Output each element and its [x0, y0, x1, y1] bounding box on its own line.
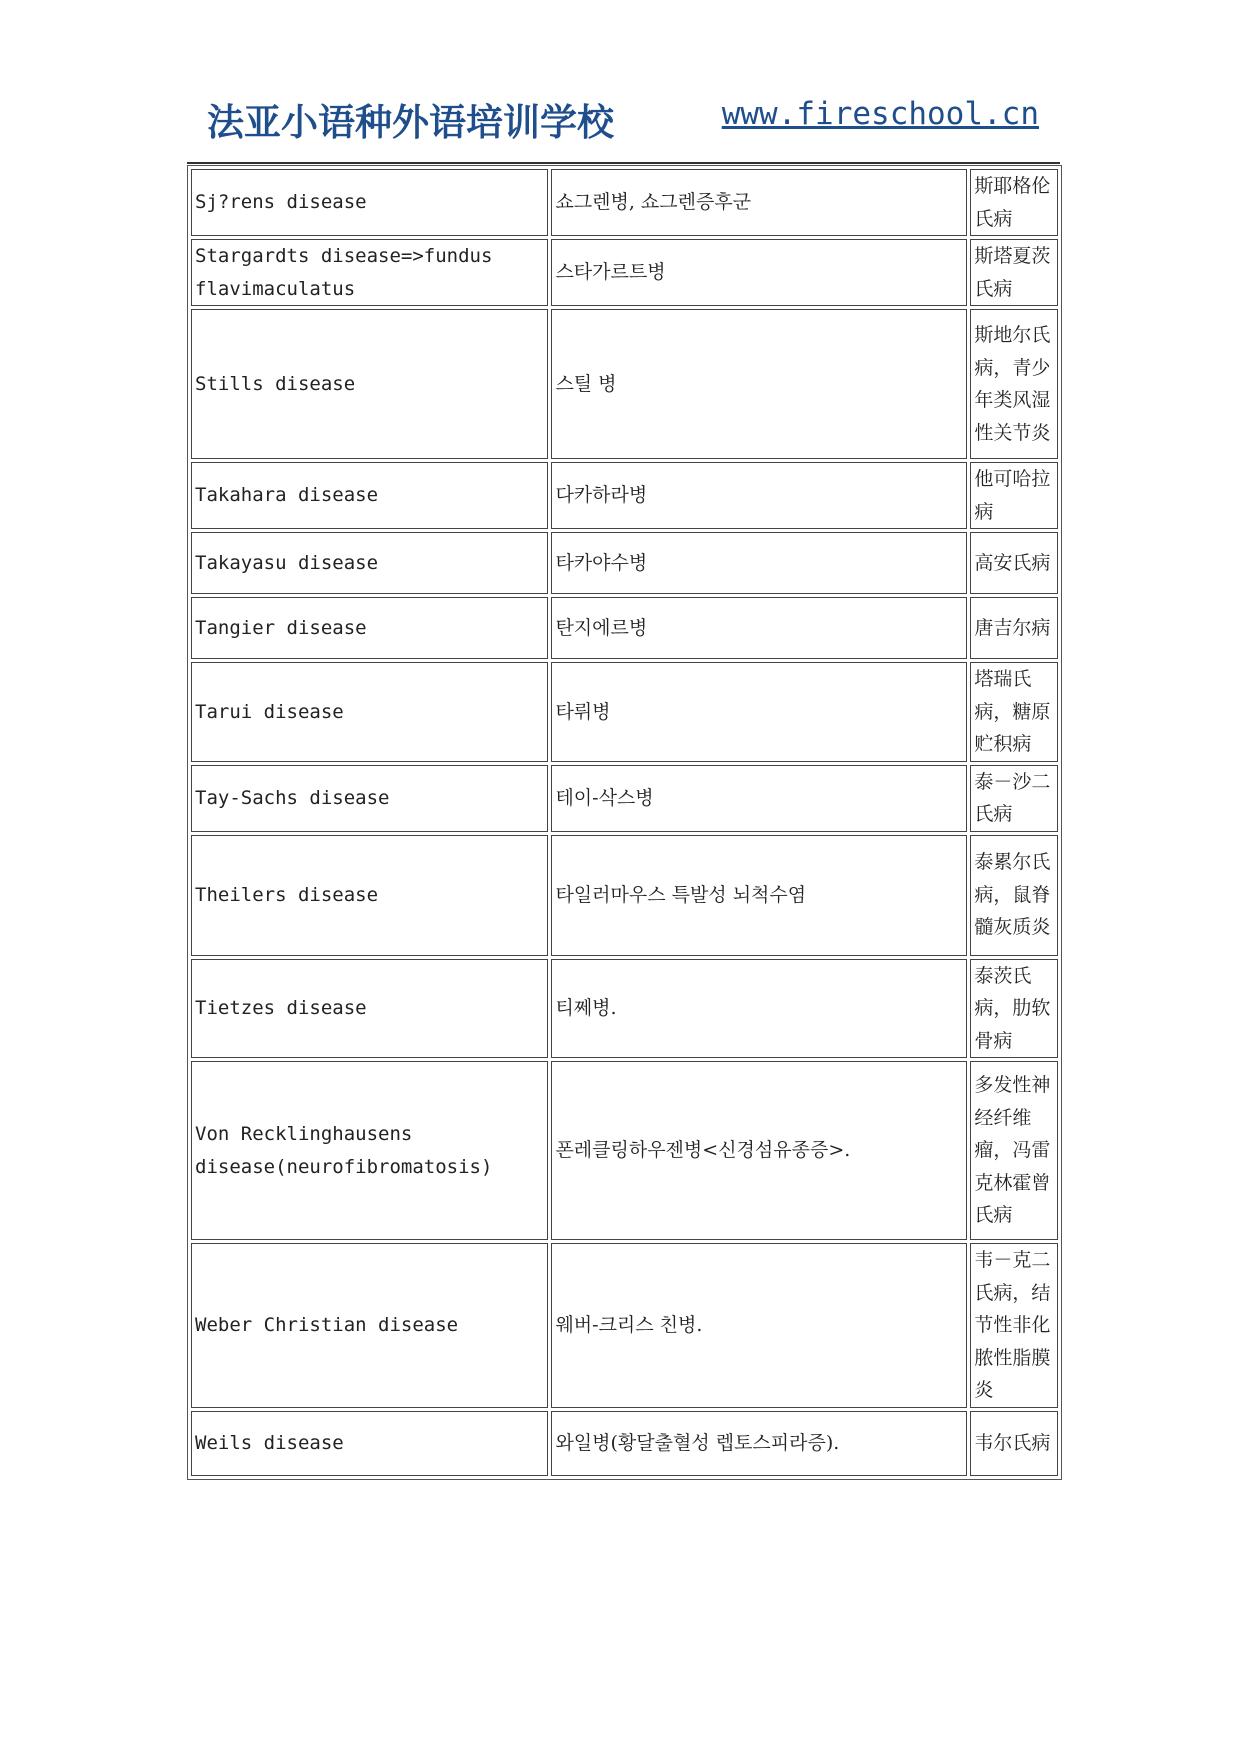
- korean-term: 쇼그렌병, 쇼그렌증후군: [551, 169, 967, 236]
- korean-term: 타뤼병: [551, 662, 967, 762]
- page-header: [207, 86, 1047, 146]
- table-row: [191, 239, 1058, 306]
- english-term: Weber Christian disease: [191, 1243, 548, 1408]
- table-row: [191, 959, 1058, 1059]
- disease-terms-table: [187, 165, 1062, 1480]
- table-row: [191, 1411, 1058, 1476]
- english-term: Von Recklinghausens disease(neurofibromatosis): [191, 1061, 548, 1240]
- chinese-term: 他可哈拉病: [970, 462, 1058, 529]
- korean-term: 타일러마우스 특발성 뇌척수염: [551, 835, 967, 956]
- english-term: Takahara disease: [191, 462, 548, 529]
- table-row: [191, 765, 1058, 832]
- table-row: [191, 309, 1058, 459]
- table-row: [191, 532, 1058, 594]
- chinese-term: 唐吉尔病: [970, 597, 1058, 659]
- table-row: [191, 662, 1058, 762]
- korean-term: 타카야수병: [551, 532, 967, 594]
- table-row: [191, 597, 1058, 659]
- english-term: Sj?rens disease: [191, 169, 548, 236]
- english-term: Tietzes disease: [191, 959, 548, 1059]
- table-row: [191, 1061, 1058, 1240]
- korean-term: 티쩨병.: [551, 959, 967, 1059]
- chinese-term: 高安氏病: [970, 532, 1058, 594]
- korean-term: 스틸 병: [551, 309, 967, 459]
- korean-term: 탄지에르병: [551, 597, 967, 659]
- english-term: Stills disease: [191, 309, 548, 459]
- chinese-term: 泰－沙二氏病: [970, 765, 1058, 832]
- english-term: Tay-Sachs disease: [191, 765, 548, 832]
- chinese-term: 韦尔氏病: [970, 1411, 1058, 1476]
- korean-term: 다카하라병: [551, 462, 967, 529]
- table-row: [191, 1243, 1058, 1408]
- header-divider: [187, 162, 1060, 164]
- chinese-term: 泰累尔氏病，鼠脊髓灰质炎: [970, 835, 1058, 956]
- korean-term: 스타가르트병: [551, 239, 967, 306]
- chinese-term: 斯耶格伦氏病: [970, 169, 1058, 236]
- english-term: Stargardts disease=>fundus flavimaculatus: [191, 239, 548, 306]
- chinese-term: 多发性神经纤维瘤，冯雷克林霍曾氏病: [970, 1061, 1058, 1240]
- chinese-term: 斯地尔氏病，青少年类风湿性关节炎: [970, 309, 1058, 459]
- school-title: 法亚小语种外语培训学校: [207, 101, 614, 144]
- table-row: [191, 169, 1058, 236]
- table-row: [191, 835, 1058, 956]
- english-term: Tarui disease: [191, 662, 548, 762]
- english-term: Tangier disease: [191, 597, 548, 659]
- table-row: [191, 462, 1058, 529]
- korean-term: 폰레클링하우젠병<신경섬유종증>.: [551, 1061, 967, 1240]
- english-term: Takayasu disease: [191, 532, 548, 594]
- korean-term: 테이-삭스병: [551, 765, 967, 832]
- chinese-term: 韦－克二氏病，结节性非化脓性脂膜炎: [970, 1243, 1058, 1408]
- english-term: Theilers disease: [191, 835, 548, 956]
- korean-term: 와일병(황달출혈성 렙토스피라증).: [551, 1411, 967, 1476]
- website-link[interactable]: www.fireschool.cn: [721, 96, 1039, 132]
- chinese-term: 斯塔夏茨氏病: [970, 239, 1058, 306]
- korean-term: 웨버-크리스 친병.: [551, 1243, 967, 1408]
- english-term: Weils disease: [191, 1411, 548, 1476]
- chinese-term: 泰茨氏病，肋软骨病: [970, 959, 1058, 1059]
- chinese-term: 塔瑞氏病，糖原贮积病: [970, 662, 1058, 762]
